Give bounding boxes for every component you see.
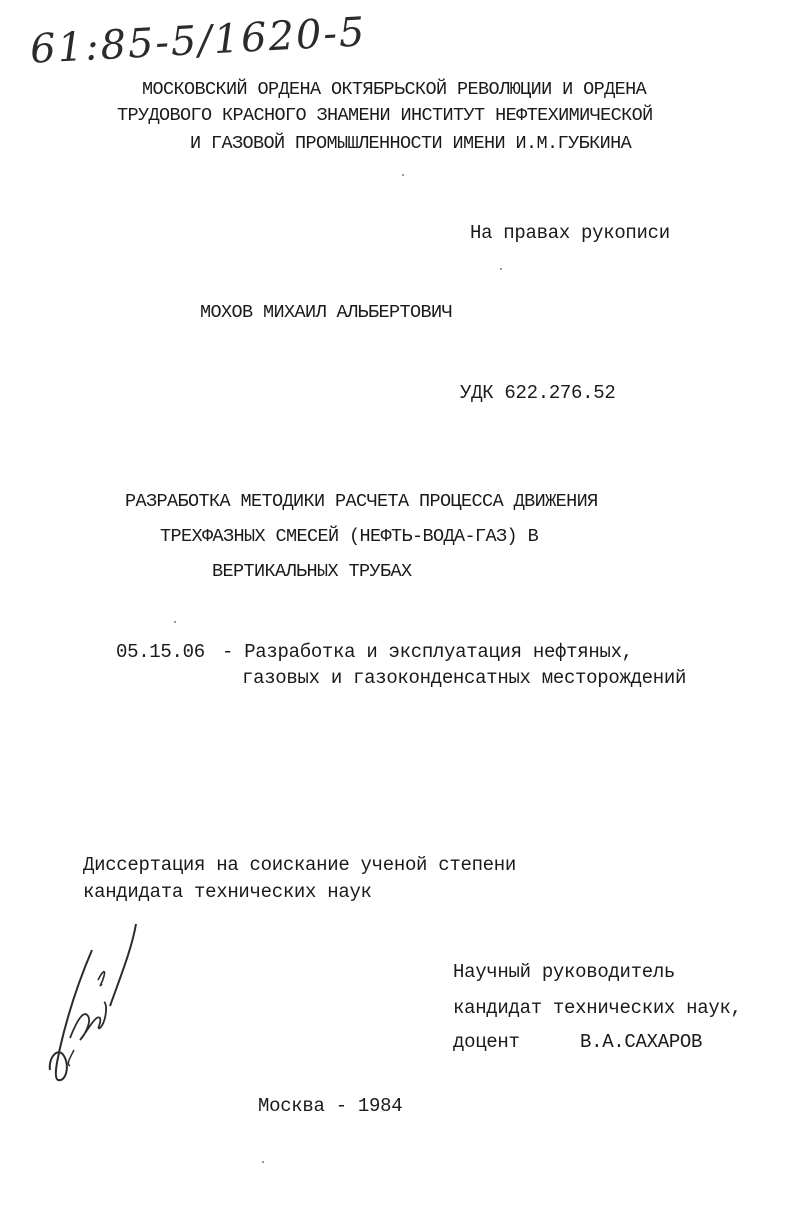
supervisor-line-2: кандидат технических наук, xyxy=(453,997,742,1019)
author-name: МОХОВ МИХАИЛ АЛЬБЕРТОВИЧ xyxy=(200,302,453,323)
place-year: Москва - 1984 xyxy=(258,1095,403,1117)
specialty-line-1: - Разработка и эксплуатация нефтяных, xyxy=(222,641,633,663)
degree-line-1: Диссертация на соискание ученой степени xyxy=(83,854,516,876)
scan-speck xyxy=(500,268,502,270)
signature-mark xyxy=(40,918,150,1088)
scan-speck xyxy=(262,1161,264,1163)
supervisor-title: доцент xyxy=(453,1031,520,1053)
degree-line-2: кандидата технических наук xyxy=(83,881,372,903)
institute-line-3: И ГАЗОВОЙ ПРОМЫШЛЕННОСТИ ИМЕНИ И.М.ГУБКИНА xyxy=(190,133,632,154)
title-line-3: ВЕРТИКАЛЬНЫХ ТРУБАХ xyxy=(212,561,412,582)
title-line-1: РАЗРАБОТКА МЕТОДИКИ РАСЧЕТА ПРОЦЕССА ДВИЖЕНИЯ xyxy=(125,491,598,512)
institute-line-1: МОСКОВСКИЙ ОРДЕНА ОКТЯБРЬСКОЙ РЕВОЛЮЦИИ И ОРДЕНА xyxy=(142,79,647,100)
archive-mark: 61:85-5/1620-5 xyxy=(29,9,368,73)
specialty-code: 05.15.06 xyxy=(116,641,205,663)
scan-speck xyxy=(402,174,404,176)
institute-line-2: ТРУДОВОГО КРАСНОГО ЗНАМЕНИ ИНСТИТУТ НЕФТЕХИМИЧЕСКОЙ xyxy=(117,105,653,126)
title-line-2: ТРЕХФАЗНЫХ СМЕСЕЙ (НЕФТЬ-ВОДА-ГАЗ) В xyxy=(160,526,539,547)
supervisor-line-1: Научный руководитель xyxy=(453,961,676,983)
rights-note: На правах рукописи xyxy=(470,222,670,244)
specialty-line-2: газовых и газоконденсатных месторождений xyxy=(242,667,687,689)
scan-speck xyxy=(174,621,176,623)
udc-code: УДК 622.276.52 xyxy=(460,382,616,404)
supervisor-name: В.А.САХАРОВ xyxy=(580,1031,703,1053)
